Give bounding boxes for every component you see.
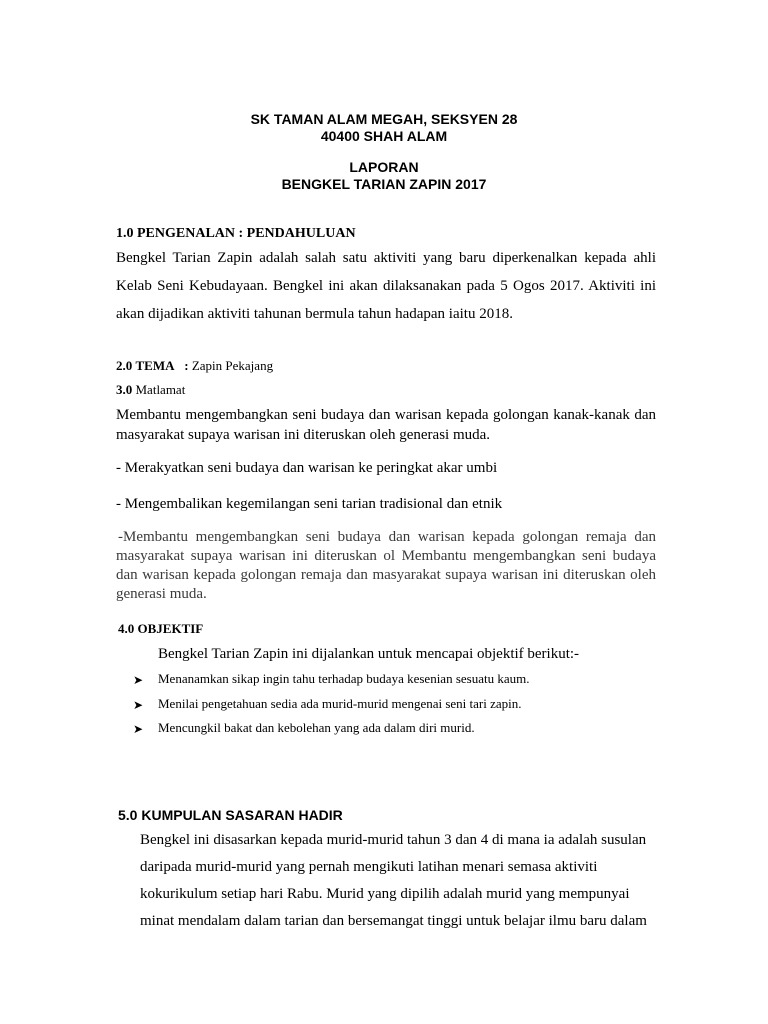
section-2-colon: : <box>184 358 189 373</box>
section-5-title: 5.0 KUMPULAN SASARAN HADIR <box>118 807 343 823</box>
objective-item-1: Menanamkan sikap ingin tahu terhadap budaya kesenian sesuatu kaum. <box>158 671 530 686</box>
section-2-value: Zapin Pekajang <box>191 358 274 373</box>
section-3-label: Matlamat <box>135 382 186 397</box>
section-5-line-3: kokurikulum setiap hari Rabu. Murid yang dipilih adalah murid yang mempunyai <box>140 886 630 902</box>
section-2-label: TEMA <box>135 358 175 373</box>
section-3-para-line-1: Membantu mengembangkan seni budaya dan warisan kepada golongan kanak-kanak dan <box>116 407 656 423</box>
school-name: SK TAMAN ALAM MEGAH, SEKSYEN 28 <box>250 111 518 127</box>
objective-item-3: Mencungkil bakat dan kebolehan yang ada dalam diri murid. <box>158 720 475 735</box>
section-3-para-line-2: masyarakat supaya warisan ini diteruskan oleh generasi muda. <box>116 427 491 443</box>
section-1-line-3: akan dijadikan aktiviti tahunan bermula tahun hadapan iaitu 2018. <box>116 306 513 322</box>
section-2-heading <box>116 358 273 374</box>
section-1-line-2: Kelab Seni Kebudayaan. Bengkel ini akan dilaksanakan pada 5 Ogos 2017. Aktiviti ini <box>116 278 656 294</box>
arrow-bullet-icon: ➤ <box>133 722 144 736</box>
section-3-item-1: - Merakyatkan seni budaya dan warisan ke peringkat akar umbi <box>116 460 498 476</box>
event-title: BENGKEL TARIAN ZAPIN 2017 <box>281 176 487 192</box>
school-postcode: 40400 SHAH ALAM <box>320 128 448 144</box>
section-4-title: 4.0 OBJEKTIF <box>118 621 204 636</box>
section-1-line-1: Bengkel Tarian Zapin adalah salah satu aktiviti yang baru diperkenalkan kepada ahli <box>116 250 656 266</box>
arrow-bullet-icon: ➤ <box>133 698 144 712</box>
section-3-number: 3.0 <box>116 382 133 397</box>
section-4-intro: Bengkel Tarian Zapin ini dijalankan untuk mencapai objektif berikut:- <box>158 646 580 662</box>
report-title: LAPORAN <box>349 159 419 175</box>
section-3-gray-line-4: generasi muda. <box>116 586 207 602</box>
section-2-number: 2.0 <box>116 358 133 373</box>
section-3-gray-line-3: dan warisan kepada golongan remaja dan masyarakat supaya warisan ini diteruskan oleh <box>116 567 656 583</box>
objective-item-2: Menilai pengetahuan sedia ada murid-murid mengenai seni tari zapin. <box>158 696 522 711</box>
section-5-line-2: daripada murid-murid yang pernah mengikuti latihan menari semasa aktiviti <box>140 859 598 875</box>
section-1-title: 1.0 PENGENALAN : PENDAHULUAN <box>116 226 356 241</box>
section-5-line-1: Bengkel ini disasarkan kepada murid-murid tahun 3 dan 4 di mana ia adalah susulan <box>140 832 647 848</box>
arrow-bullet-icon: ➤ <box>133 673 144 687</box>
section-3-gray-line-1: -Membantu mengembangkan seni budaya dan warisan kepada golongan remaja dan <box>118 529 656 545</box>
section-3-gray-line-2: masyarakat supaya warisan ini diteruskan ol Membantu mengembangkan seni budaya <box>116 548 656 564</box>
section-3-item-2: - Mengembalikan kegemilangan seni tarian tradisional dan etnik <box>116 496 503 512</box>
section-3-heading <box>116 382 185 398</box>
section-5-line-4: minat mendalam dalam tarian dan bersemangat tinggi untuk belajar ilmu baru dalam <box>140 913 647 929</box>
